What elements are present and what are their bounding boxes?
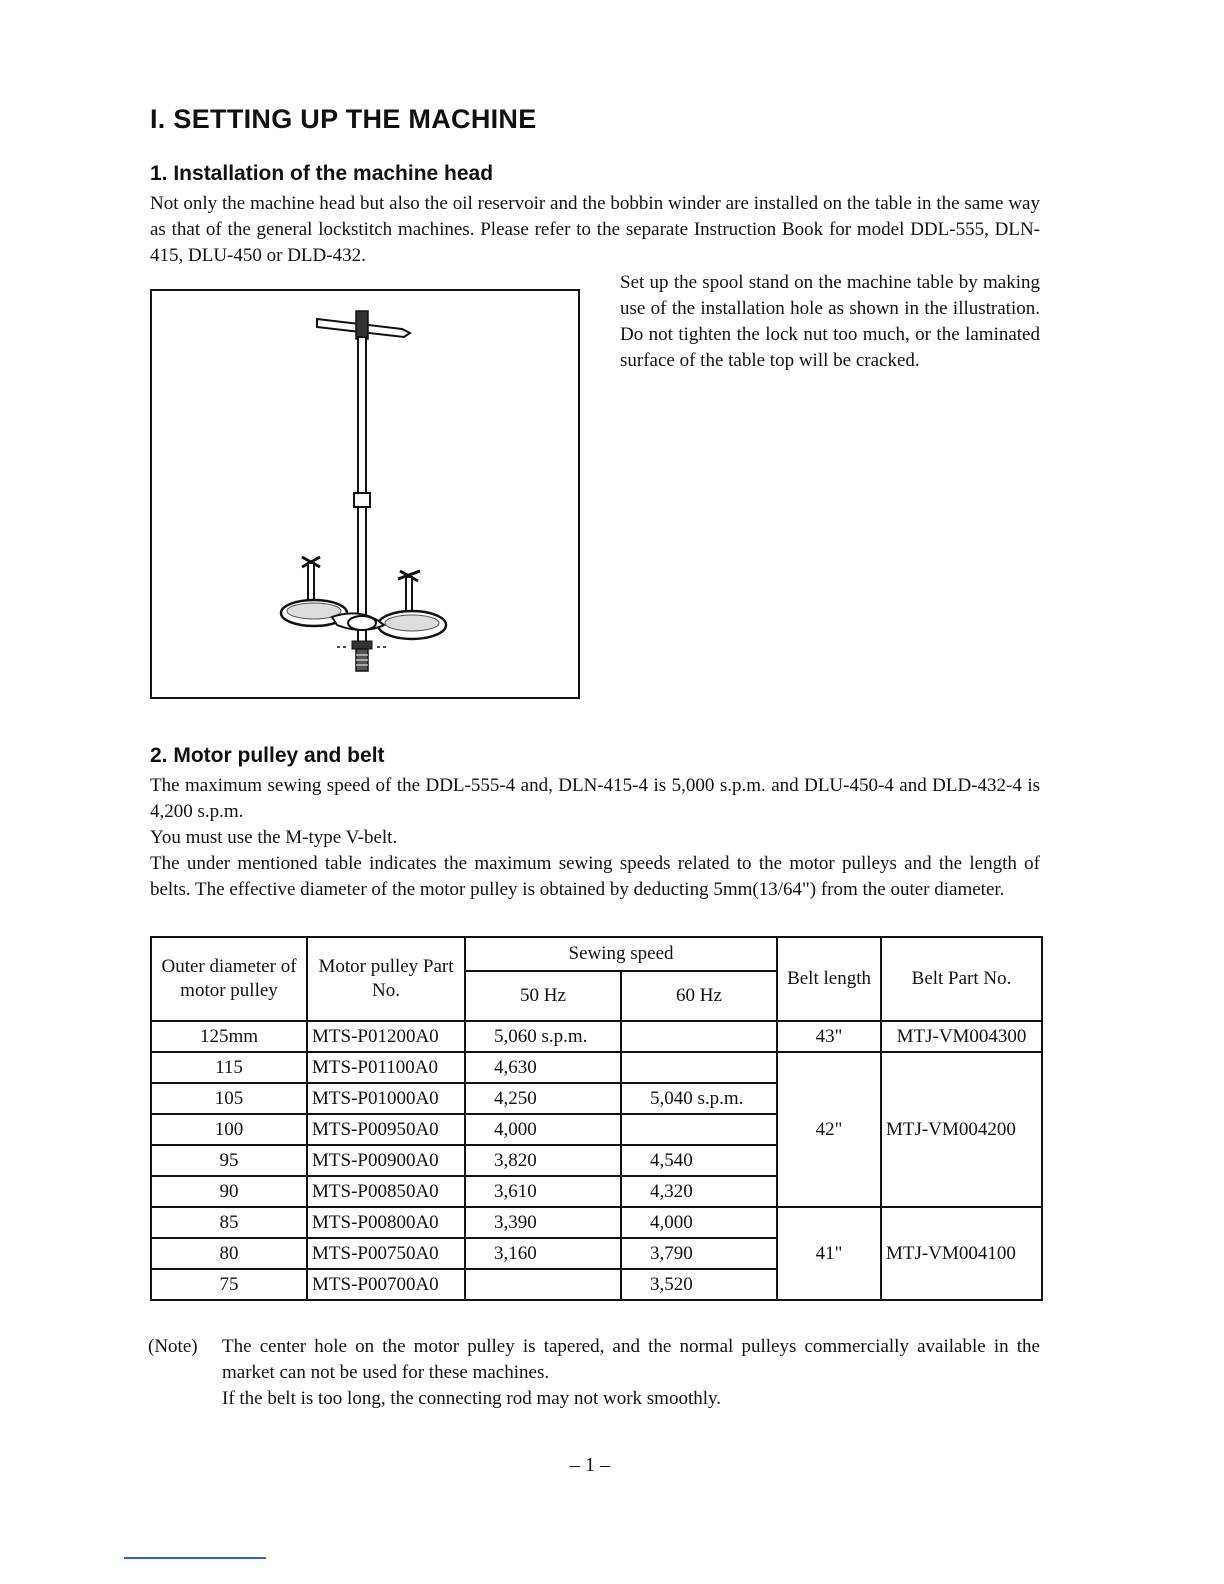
section1-paragraph [150,191,1040,269]
header-part-no: Motor pulley Part No. [307,937,465,1021]
cell-part: MTS-P00850A0 [307,1176,465,1207]
cell-part: MTS-P00950A0 [307,1114,465,1145]
header-sewing-speed: Sewing speed [465,937,777,971]
cell-outer: 75 [151,1269,307,1300]
cell-50hz: 3,160 [465,1238,621,1269]
page-number: – 1 – [570,1454,610,1476]
cell-part: MTS-P01200A0 [307,1021,465,1052]
spool-stand-drawing [152,291,578,697]
cell-part: MTS-P00750A0 [307,1238,465,1269]
cell-50hz: 4,000 [465,1114,621,1145]
cell-60hz: 5,040 s.p.m. [621,1083,777,1114]
cell-outer: 115 [151,1052,307,1083]
cell-belt-length: 41" [777,1207,881,1300]
cell-50hz [465,1269,621,1300]
cell-belt-part: MTJ-VM004100 [881,1207,1042,1300]
cell-outer: 100 [151,1114,307,1145]
cell-50hz: 3,610 [465,1176,621,1207]
cell-60hz: 3,790 [621,1238,777,1269]
cell-belt-part: MTJ-VM004300 [881,1021,1042,1052]
cell-outer: 80 [151,1238,307,1269]
cell-50hz: 4,630 [465,1052,621,1083]
footer-rule [124,1557,266,1559]
cell-50hz: 5,060 s.p.m. [465,1021,621,1052]
section2-paragraph [150,773,1040,903]
cell-60hz [621,1114,777,1145]
cell-60hz [621,1052,777,1083]
note-label: (Note) [148,1336,198,1357]
table-row [151,1207,1042,1238]
cell-60hz: 4,540 [621,1145,777,1176]
cell-part: MTS-P01000A0 [307,1083,465,1114]
section1-heading: 1. Installation of the machine head [150,162,494,185]
cell-50hz: 3,390 [465,1207,621,1238]
section1-text: Not only the machine head but also the oil reservoir and the bobbin winder are installed on the table in the same way as that of the general lockstitch machines. Please refer to the separate Instruction Book for model DDL-555, DLN-415, DLU-450 or DLD-432. [150,193,1040,266]
note-line1: The center hole on the motor pulley is tapered, and the normal pulleys commercially available in the market can not be used for these machines. [222,1336,1040,1383]
header-outer-diameter: Outer diameter of motor pulley [151,937,307,1021]
cell-belt-length: 42" [777,1052,881,1207]
note-line2: If the belt is too long, the connecting rod may not work smoothly. [222,1388,722,1409]
cell-part: MTS-P00700A0 [307,1269,465,1300]
table-row [151,1021,1042,1052]
cell-60hz: 3,520 [621,1269,777,1300]
section2-line3: The under mentioned table indicates the maximum sewing speeds related to the motor pulleys and the length of belts. The effective diameter of the motor pulley is obtained by deducting 5mm(13/64") from the outer diameter. [150,853,1040,900]
motor-pulley-table [150,936,1043,1301]
cell-60hz [621,1021,777,1052]
cell-60hz: 4,000 [621,1207,777,1238]
cell-outer: 105 [151,1083,307,1114]
note-block [148,1334,1040,1412]
cell-belt-part: MTJ-VM004200 [881,1052,1042,1207]
header-belt-length: Belt length [777,937,881,1021]
table-row [151,1052,1042,1083]
spool-stand-illustration [150,289,580,699]
cell-outer: 95 [151,1145,307,1176]
cell-part: MTS-P00800A0 [307,1207,465,1238]
section2-heading: 2. Motor pulley and belt [150,744,385,767]
cell-part: MTS-P00900A0 [307,1145,465,1176]
cell-belt-length: 43" [777,1021,881,1052]
spool-stand-instructions: Set up the spool stand on the machine table by making use of the installation hole as shown in the illustration. Do not tighten the lock nut too much, or the laminated surface of the table top will be cracked. [620,272,1040,371]
header-60hz: 60 Hz [621,971,777,1021]
cell-60hz: 4,320 [621,1176,777,1207]
cell-outer: 85 [151,1207,307,1238]
cell-outer: 90 [151,1176,307,1207]
page-title: I. SETTING UP THE MACHINE [150,104,537,134]
cell-outer: 125mm [151,1021,307,1052]
cell-50hz: 4,250 [465,1083,621,1114]
cell-part: MTS-P01100A0 [307,1052,465,1083]
header-50hz: 50 Hz [465,971,621,1021]
section2-line2: You must use the M-type V-belt. [150,827,398,848]
header-belt-part-no: Belt Part No. [881,937,1042,1021]
cell-50hz: 3,820 [465,1145,621,1176]
section2-line1: The maximum sewing speed of the DDL-555-4 and, DLN-415-4 is 5,000 s.p.m. and DLU-450-4 and DLD-432-4 is 4,200 s.p.m. [150,775,1040,822]
